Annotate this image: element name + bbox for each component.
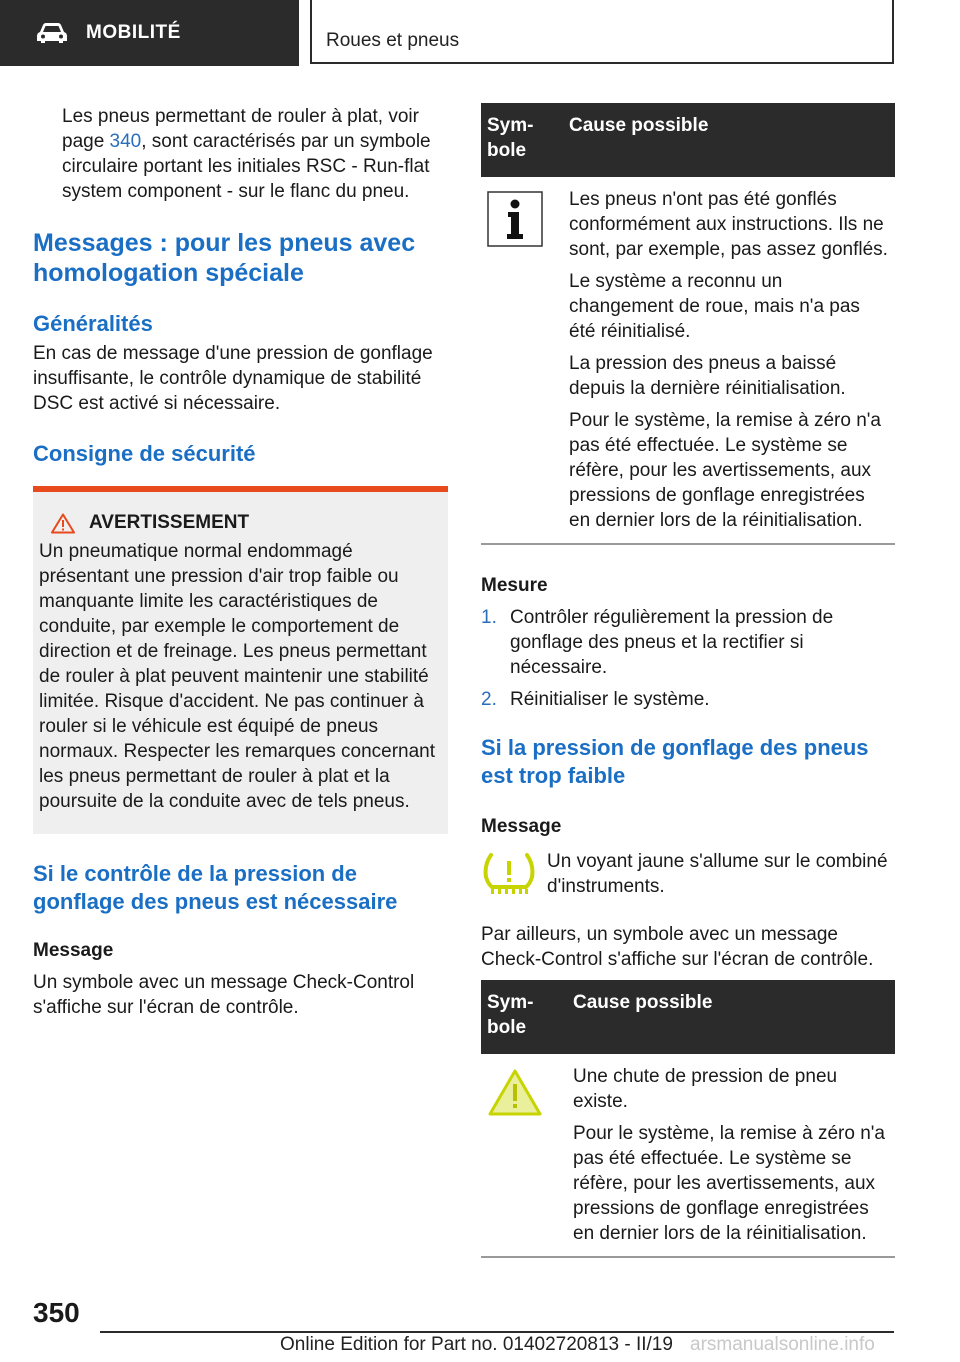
message-text: Un symbole avec un message Check-Control s'affiche sur l'écran de contrôle.	[33, 972, 415, 1018]
cause-text: La pression des pneus a baissé depuis la dernière réinitialisation.	[569, 353, 846, 399]
intro-paragraph: Les pneus permettant de rouler à plat, voir page 340, sont caractérisés par un symbole circulaire portant les initiales RSC - Run-flat system component - sur le flanc du pneu.	[62, 106, 431, 202]
page-number: 350	[33, 1297, 80, 1328]
list-item: 2. Réinitialiser le système.	[481, 689, 710, 710]
mesure-steps	[481, 605, 895, 712]
table-row	[481, 177, 895, 544]
warning-text: Un pneumatique normal endommagé présentant une pression d'air trop faible ou manquante limite les caractéristiques de conduite, par exemple le comportement de direction et de freinage. Les pneus permettant de rouler à plat peuvent maintenir une stabilité limitée. Risque d'accident. Ne pas continuer à rouler si le véhicule est équipé de pneus normaux. Respecter les remarques concernant les pneus permettant de rouler à plat et la poursuite de la conduite avec de tels pneus.	[39, 541, 436, 812]
right-column	[481, 103, 895, 1258]
cause-text: Le système a reconnu un changement de roue, mais n'a pas été réinitialisé.	[569, 271, 860, 342]
consigne-heading: Consigne de sécurité	[33, 441, 256, 466]
section-heading: Messages : pour les pneus avec homologation spéciale	[33, 229, 416, 287]
indicator-row	[481, 849, 895, 902]
mesure-heading: Mesure	[481, 575, 548, 596]
cause-text: Pour le système, la remise à zéro n'a pas été effectuée. Le système se réfère, pour les avertissements, aux pressions de gonflage enregistrées en dernier lors de la réinitialisation.	[573, 1123, 885, 1244]
indicator-icon-cell	[481, 849, 547, 902]
cause-text: Une chute de pression de pneu existe.	[573, 1066, 838, 1112]
symbol-table-2	[481, 980, 895, 1258]
generalites-heading: Généralités	[33, 311, 153, 336]
table-row	[481, 1054, 895, 1257]
warning-title-row	[39, 512, 440, 534]
col-symbol-header: Sym-bole	[481, 980, 567, 1054]
cause-cell	[567, 1054, 895, 1257]
symbol-cell	[481, 1054, 567, 1257]
faible-message-heading: Message	[481, 816, 562, 837]
list-item: 1. Contrôler régulièrement la pression de gonflage des pneus et la rectifier si nécessaire.	[481, 607, 834, 678]
section-tab[interactable]	[0, 0, 299, 66]
car-icon	[36, 22, 68, 44]
left-column	[33, 100, 448, 1020]
section-label: MOBILITÉ	[86, 22, 181, 43]
tire-pressure-warning-icon	[481, 851, 537, 897]
cause-text: Les pneus n'ont pas été gonflés conformément aux instructions. Ils ne sont, par exemple, pas assez gonflés.	[569, 189, 888, 260]
message-heading: Message	[33, 940, 114, 961]
chapter-title: Roues et pneus	[326, 30, 460, 51]
info-icon	[487, 191, 543, 247]
cause-cell	[563, 177, 895, 544]
col-cause-header: Cause possible	[567, 980, 895, 1054]
col-cause-header: Cause possible	[563, 103, 895, 177]
faible-heading: Si la pression de gonflage des pneus est trop faible	[481, 735, 869, 788]
footer-divider	[100, 1331, 894, 1333]
warning-title: AVERTISSEMENT	[89, 512, 250, 533]
watermark: arsmanualsonline.info	[690, 1334, 875, 1355]
cause-text: Pour le système, la remise à zéro n'a pas été effectuée. Le système se réfère, pour les avertissements, aux pressions de gonflage enregistrées en dernier lors de la réinitialisation.	[569, 410, 881, 531]
warning-triangle-icon	[487, 1068, 543, 1118]
symbol-table-1	[481, 103, 895, 545]
chapter-header	[310, 0, 894, 64]
col-symbol-header: Sym-bole	[481, 103, 563, 177]
warning-box	[33, 486, 448, 834]
symbol-cell	[481, 177, 563, 544]
controle-heading: Si le contrôle de la pression de gonflage des pneus est nécessaire	[33, 861, 398, 914]
warning-triangle-icon	[51, 513, 75, 534]
generalites-text: En cas de message d'une pression de gonflage insuffisante, le contrôle dynamique de stabilité DSC est activé si nécessaire.	[33, 343, 433, 414]
edition-text: Online Edition for Part no. 01402720813 - II/19	[280, 1334, 673, 1355]
faible-extra-text: Par ailleurs, un symbole avec un message Check-Control s'affiche sur l'écran de contrôle.	[481, 924, 874, 970]
indicator-text: Un voyant jaune s'allume sur le combiné d'instruments.	[547, 851, 888, 897]
page-link[interactable]: 340	[109, 131, 142, 152]
